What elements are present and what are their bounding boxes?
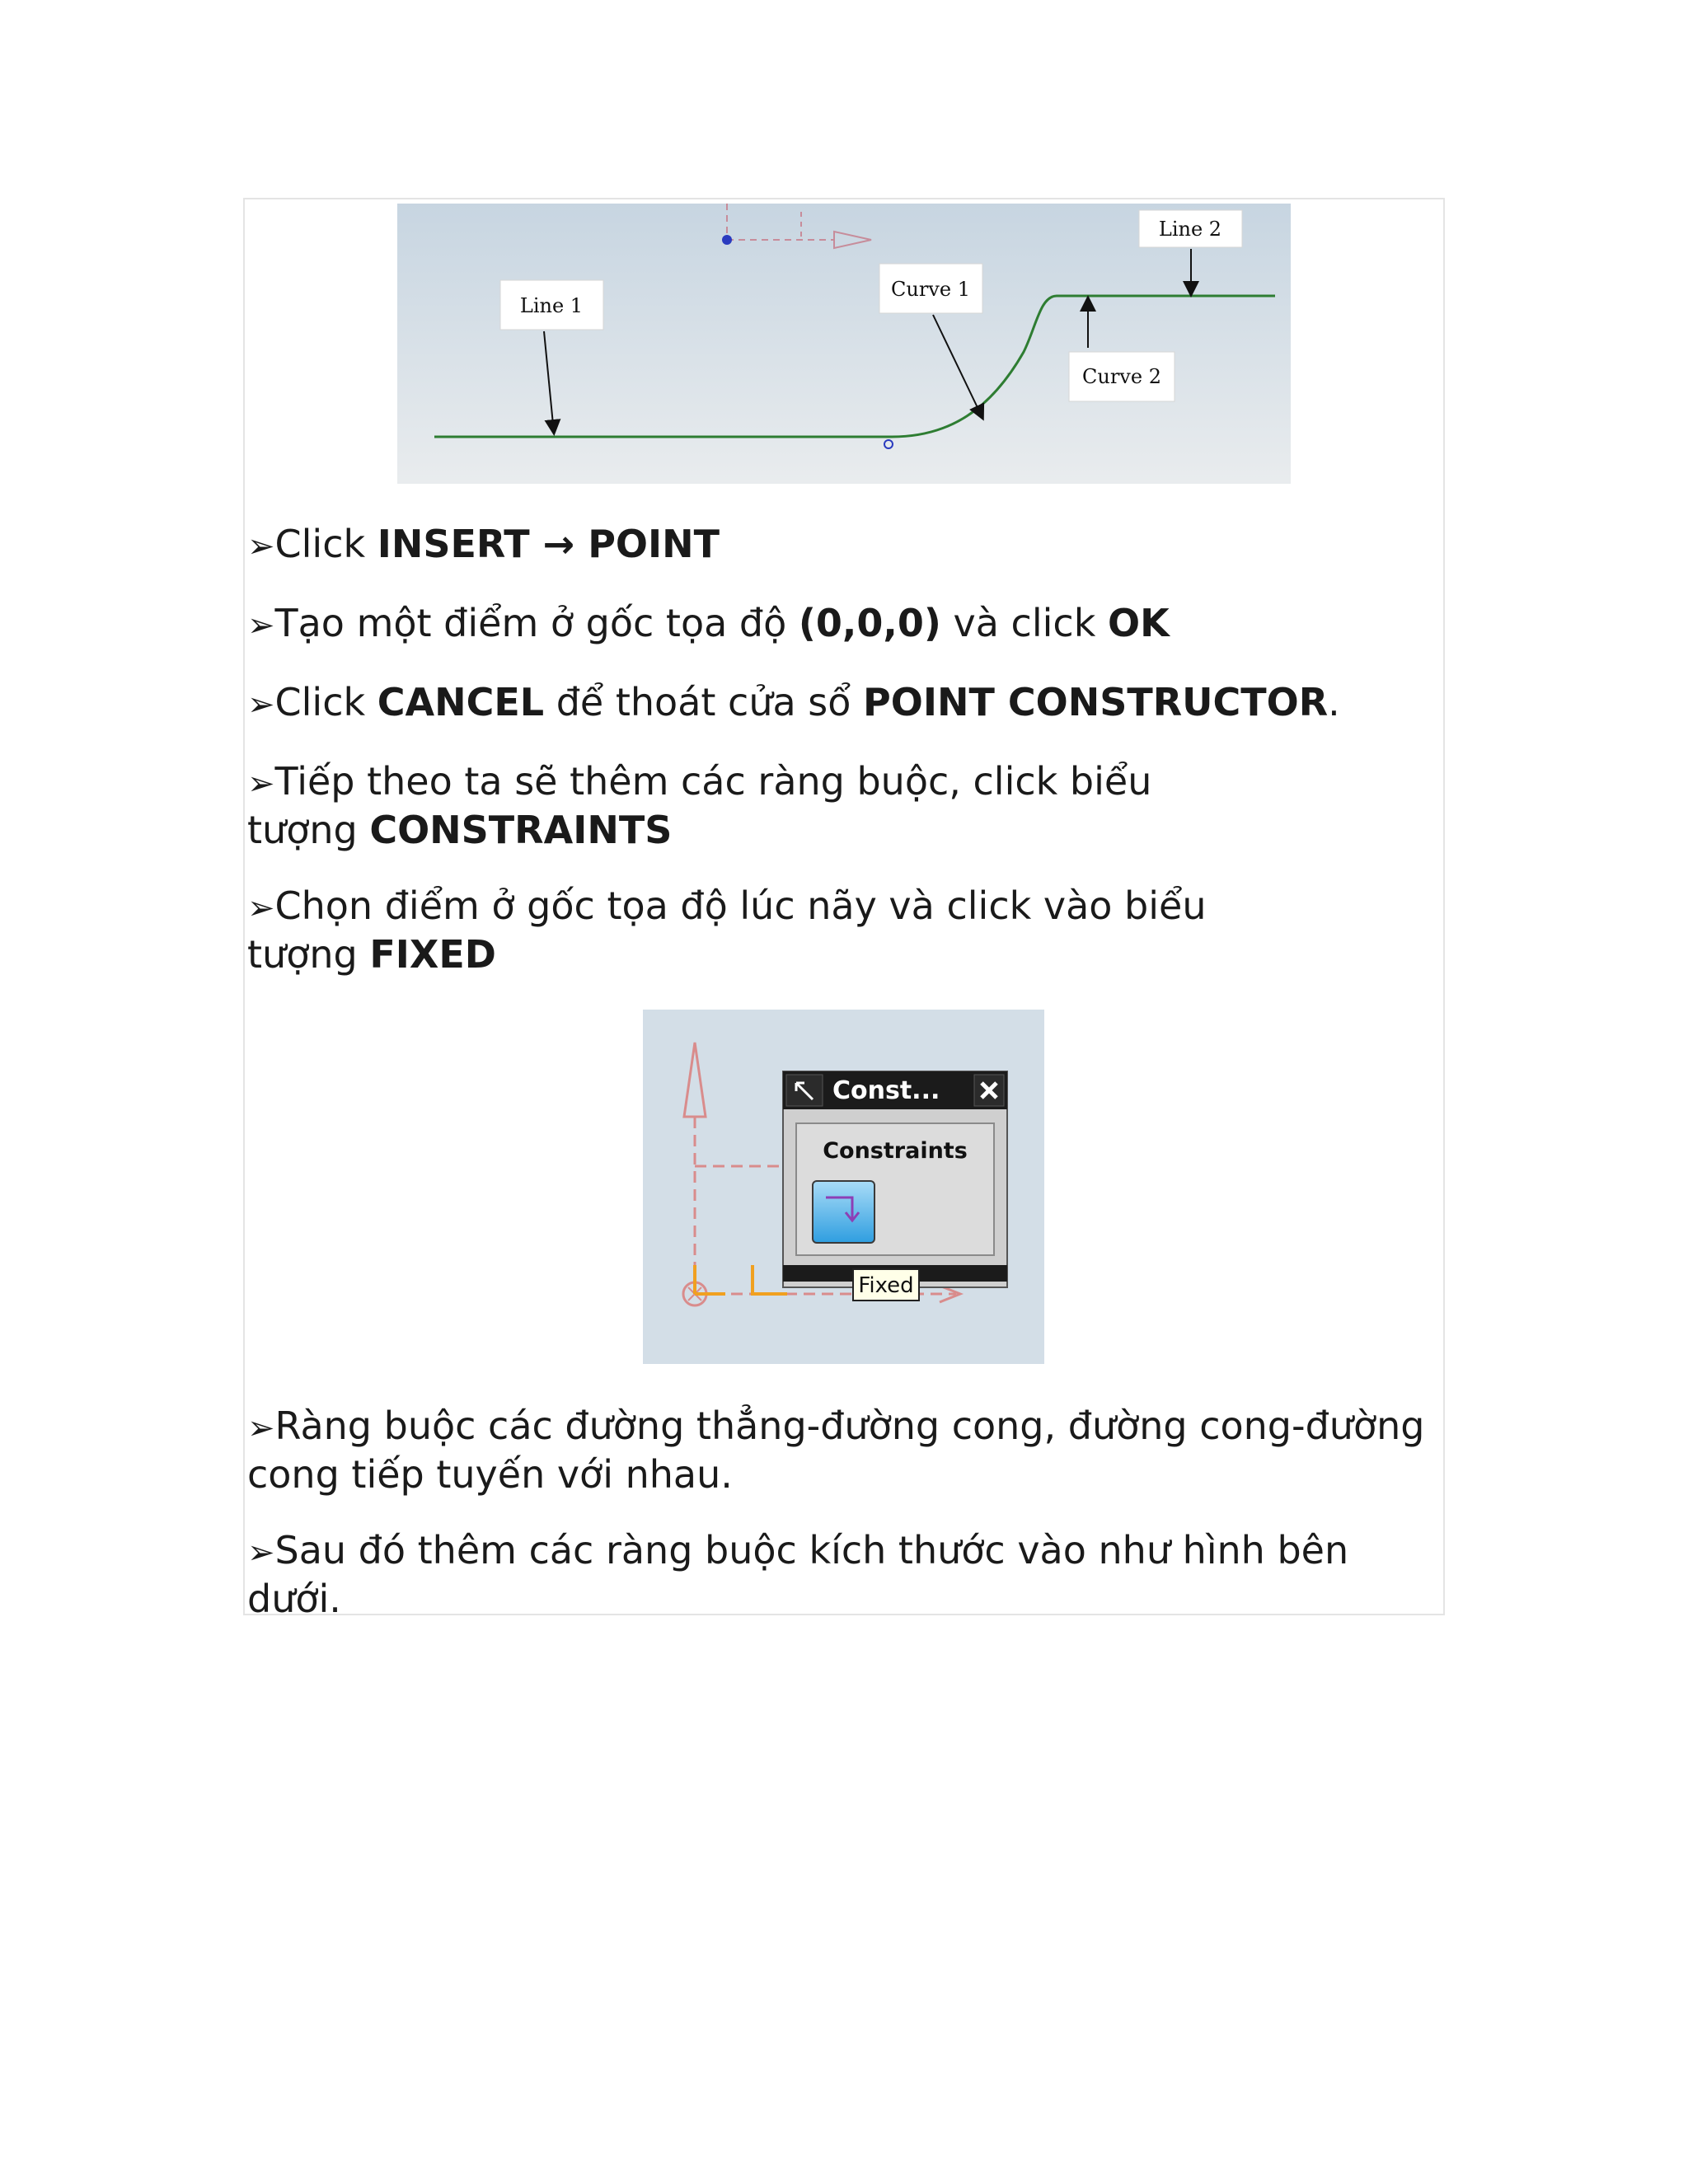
instruction-fixed: ➢Chọn điểm ở gốc tọa độ lúc nãy và click vào biểu tượng FIXED: [247, 883, 1207, 977]
constraints-dialog[interactable]: [783, 1071, 1007, 1301]
close-icon[interactable]: [974, 1075, 1004, 1106]
instruction-constraints: ➢Tiếp theo ta sẽ thêm các ràng buộc, click biểu tượng CONSTRAINTS: [247, 759, 1152, 852]
instruction-cancel: ➢Click CANCEL để thoát cửa sổ POINT CONSTRUCTOR.: [247, 680, 1340, 724]
instruction-insert-point: ➢Click INSERT → POINT: [247, 522, 720, 566]
fixed-tooltip: [853, 1269, 919, 1301]
sketch-figure: [397, 204, 1291, 484]
label-line2: Line 2: [1158, 218, 1222, 241]
constraints-group-label: Constraints: [823, 1138, 968, 1164]
label-line1: Line 1: [519, 294, 584, 317]
fixed-constraint-button[interactable]: [813, 1181, 874, 1243]
svg-text:Fixed: Fixed: [858, 1273, 914, 1298]
instruction-tangent: ➢Ràng buộc các đường thẳng-đường cong, đường cong-đường cong tiếp tuyến với nhau.: [247, 1404, 1425, 1497]
instruction-create-point: ➢Tạo một điểm ở gốc tọa độ (0,0,0) và click OK: [247, 601, 1170, 645]
label-curve1: Curve 1: [891, 278, 970, 301]
label-curve2: Curve 2: [1082, 365, 1161, 388]
pin-icon[interactable]: [786, 1075, 823, 1106]
instruction-dimensions: ➢Sau đó thêm các ràng buộc kích thước vào như hình bên dưới.: [247, 1528, 1349, 1621]
dialog-title: Const...: [832, 1076, 940, 1105]
constraints-dialog-figure: [643, 1010, 1044, 1364]
